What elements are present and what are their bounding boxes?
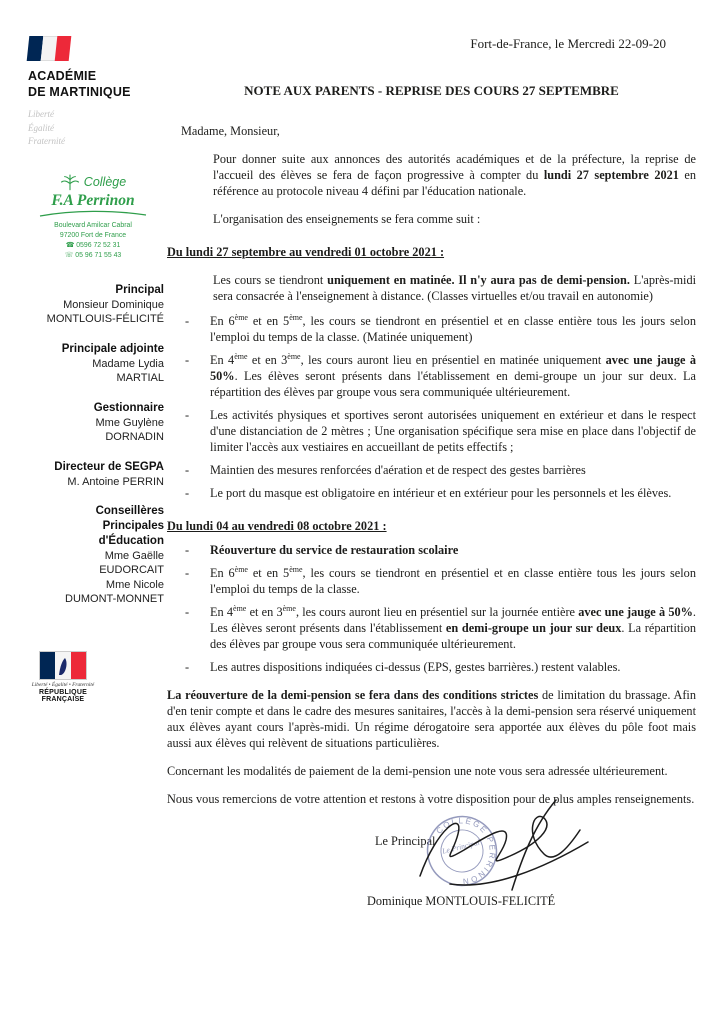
college-name-top-text: Collège [83, 174, 127, 189]
staff-name: DORNADIN [105, 431, 164, 444]
phone-icon: ☎ [65, 241, 75, 249]
salutation: Madame, Monsieur, [181, 123, 280, 138]
list-item-text: - En 6ème et en 5ème, les cours se tiendront en présentiel et en classe entière tous les jours selon l'emploi du temps de la classe. (Matinée uniquement) [210, 312, 696, 344]
staff-title: Principales [102, 520, 164, 533]
college-name-main: F.A Perrinon [51, 191, 135, 209]
stamp-inner-text: Le Principal [441, 837, 481, 857]
signature-name: Dominique MONTLOUIS-FELICITÉ [367, 894, 556, 909]
college-logo-block [18, 173, 168, 261]
staff-name: EUDORCAIT [99, 564, 164, 577]
list-item-text: - Le port du masque est obligatoire en intérieur et en extérieur pour les personnels et les élèves. [210, 485, 672, 500]
sidebar [18, 36, 168, 703]
college-phone: 0596 72 52 31 [76, 241, 121, 249]
staff-name: Mme Guylène [95, 416, 164, 429]
staff-title: Gestionnaire [93, 401, 164, 414]
staff-title: Principal [115, 283, 164, 296]
republique-name: RÉPUBLIQUE FRANÇAISE [39, 688, 87, 703]
section1-heading: Du lundi 27 septembre au vendredi 01 octobre 2021 : [167, 244, 445, 259]
list-item-text: - Maintien des mesures renforcées d'aération et de respect des gestes barrières [210, 462, 586, 477]
list-item-text: - En 4ème et en 3ème, les cours auront lieu en présentiel sur la journée entière avec une jauge à 50%. Les élèves seront présents dans l'établissement en demi-groupe un jour sur deux. La répartition des élèves par groupe vous sera communiquée ultérieurement. [210, 604, 696, 652]
list-item [167, 463, 696, 479]
list-item-text: - En 6ème et en 5ème, les cours se tiendront en présentiel et en classe entière tous les jours selon l'emploi du temps de la classe. [210, 565, 696, 597]
list-item [167, 605, 696, 653]
signature-area [167, 818, 696, 943]
college-fax: 05 96 71 55 43 [75, 251, 122, 259]
academie-name-line1: ACADÉMIE [28, 69, 97, 83]
list-item [167, 543, 696, 559]
staff-block-gestionnaire [18, 401, 168, 445]
list-item [167, 353, 696, 401]
staff-block-cpe [18, 504, 168, 607]
staff-title: Conseillères [95, 505, 164, 518]
staff-block-directeur-segpa [18, 460, 168, 489]
list-item [167, 408, 696, 456]
stamp-outer-text: COLLÈGE PERRINON [434, 816, 497, 887]
college-underline-swoosh [38, 210, 148, 218]
college-address [18, 221, 168, 261]
list-item-text: - Réouverture du service de restauration scolaire [210, 543, 459, 558]
staff-title: Principale adjointe [61, 342, 164, 355]
academie-name [28, 69, 168, 100]
staff-name: MARTIAL [116, 372, 164, 385]
academie-logo-block [18, 36, 168, 149]
list-item-text: - En 4ème et en 3ème, les cours auront lieu en présentiel en matinée uniquement avec une jauge à 50%. Les élèves seront présents dans l'établissement en demi-groupe un jour sur deux. La répartition des élèves par groupe vous sera communiquée ultérieurement. [210, 351, 696, 399]
republique-motto: Liberté • Égalité • Fraternité [31, 681, 95, 688]
section1-lead: Les cours se tiendront uniquement en matinée. Il n'y aura pas de demi-pension. L'après-midi sera consacrée à l'enseignement à distance. (Classes virtuelles et/ou travail en autonomie) [213, 272, 697, 303]
signature-role: Le Principal [375, 834, 436, 849]
french-flag-icon [27, 36, 72, 61]
staff-name: MONTLOUIS-FÉLICITÉ [46, 313, 164, 326]
republique-flag-icon [39, 651, 87, 680]
staff-block-principal [18, 283, 168, 327]
list-item [167, 566, 696, 598]
staff-title: d'Éducation [98, 534, 164, 547]
staff-name: Mme Nicole [105, 578, 164, 591]
list-item [167, 486, 696, 502]
college-fax-line [18, 251, 168, 261]
list-item-text: - Les activités physiques et sportives seront autorisées uniquement en extérieur et dans le respect d'une distanciation de 2 mètres ; Une organisation spécifique sera mise en place dans l'objectif de limiter l'accès aux vestiaires en accueillant de petits effectifs ; [210, 407, 696, 454]
staff-name: Madame Lydia [92, 357, 164, 370]
section2-heading: Du lundi 04 au vendredi 08 octobre 2021 : [167, 518, 387, 533]
signature-handwriting [392, 796, 602, 896]
motto-line: Égalité [28, 122, 54, 133]
fax-icon: ☏ [64, 251, 74, 259]
college-name-top [18, 173, 168, 191]
motto-line: Liberté [28, 109, 54, 120]
academie-motto [28, 108, 168, 149]
intro-paragraph-2: L'organisation des enseignements se fera comme suit : [213, 211, 481, 226]
staff-title: Directeur de SEGPA [54, 460, 164, 473]
dateline: Fort-de-France, le Mercredi 22-09-20 [470, 36, 666, 51]
staff-block-principale-adjointe [18, 342, 168, 386]
academie-name-line2: DE MARTINIQUE [28, 84, 131, 99]
republique-francaise-logo [18, 651, 98, 703]
college-flourish-icon [60, 173, 80, 191]
closing-paragraph: Concernant les modalités de paiement de la demi-pension une note vous sera adressée ultérieurement. [167, 764, 668, 779]
intro-paragraph: Pour donner suite aux annonces des autorités académiques et de la préfecture, la reprise de l'accueil des élèves se fera de façon progressive à compter du lundi 27 septembre 2021 en référence au protocole niveau 4 défini par l'éducation nationale. [213, 151, 697, 198]
section2-items [167, 543, 696, 676]
letter-body [167, 36, 696, 943]
staff-name: DUMONT-MONNET [65, 593, 164, 606]
staff-name: M. Antoine PERRIN [67, 475, 164, 488]
college-address-line: 97200 Fort de France [59, 231, 127, 239]
section1-items [167, 314, 696, 502]
list-item-text: - Les autres dispositions indiquées ci-dessus (EPS, gestes barrières.) restent valables. [210, 660, 621, 675]
list-item [167, 314, 696, 346]
closing-paragraph: La réouverture de la demi-pension se fera dans des conditions strictes de limitation du brassage. Afin d'en tenir compte et dans le cadre des mesures sanitaires, l'accès à la demi-pension sera réservé uniquement aux élèves ayant cours l'après-midi. Un régime dérogatoire sera apportée aux élèves du pôle foot mais aussi aux élèves qui relèvent de situations particulières. [167, 688, 697, 751]
letter-title: NOTE AUX PARENTS - REPRISE DES COURS 27 SEPTEMBRE [244, 82, 619, 98]
staff-name: Mme Gaëlle [104, 549, 164, 562]
college-address-line: Boulevard Amilcar Cabral [54, 221, 132, 229]
college-phone-line [18, 241, 168, 251]
motto-line: Fraternité [28, 136, 65, 147]
staff-name: Monsieur Dominique [63, 298, 164, 311]
list-item [167, 660, 696, 676]
closing-paragraph: Nous vous remercions de votre attention et restons à votre disposition pour de plus amples renseignements. [167, 792, 695, 807]
